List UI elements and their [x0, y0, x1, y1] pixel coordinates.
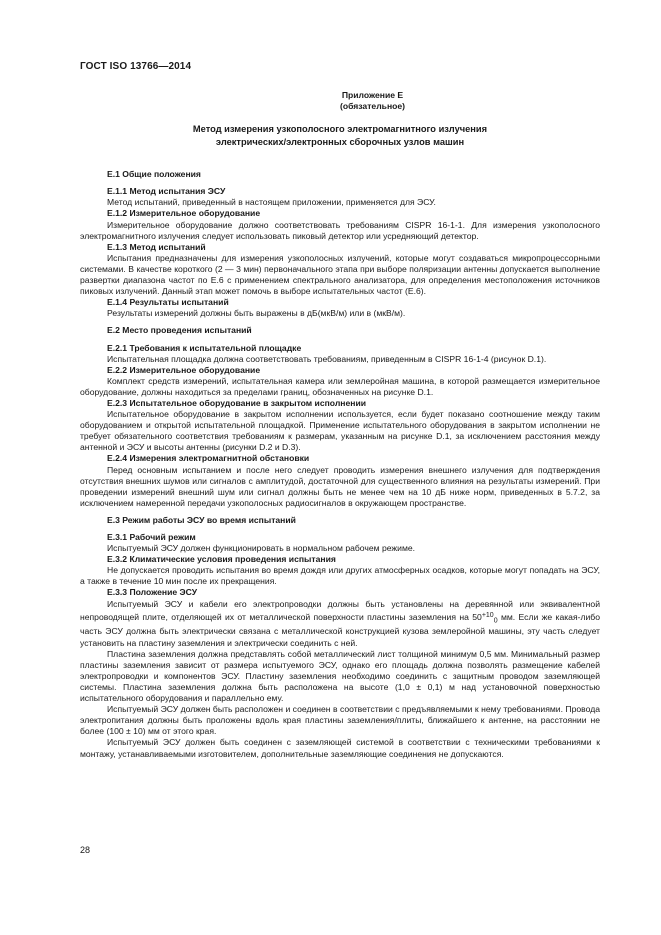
- tolerance-subscript: 0: [493, 617, 498, 625]
- paragraph: Испытуемый ЭСУ должен функционировать в нормальном рабочем режиме.: [107, 543, 416, 554]
- subsection-heading: Е.3.1 Рабочий режим: [107, 532, 196, 542]
- appendix-title-line2: электрических/электронных сборочных узлов машин: [215, 137, 465, 148]
- paragraph: [80, 599, 600, 649]
- paragraph-text: мм. Если же какая-либо часть ЭСУ должна быть электрически связана с металлической конструкцией кузова землеройной машины, эту часть следует установить на пластину заземления и электрически соединить с ней.: [80, 611, 600, 648]
- subsection-heading: Е.2.3 Испытательное оборудование в закрытом исполнении: [107, 397, 367, 408]
- subsection-heading: Е.1.3 Метод испытаний: [107, 241, 206, 252]
- appendix-title-line1: Метод измерения узкополосного электромагнитного излучения: [192, 124, 488, 135]
- subsection-heading: Е.1.2 Измерительное оборудование: [107, 208, 261, 219]
- section-heading: Е.3 Режим работы ЭСУ во время испытаний: [107, 514, 296, 525]
- paragraph: Измерительное оборудование должно соответствовать требованиям CISPR 16-1-1. Для измерения узкополосного электромагнитного излучения следует использовать пиковый детектор или усредняющий детектор.: [80, 219, 600, 241]
- tolerance-superscript: +10: [481, 611, 494, 619]
- paragraph: Комплект средств измерений, испытательная камера или землеройная машина, в которой размещается измерительное оборудование, должны находиться за пределами границ, обозначенных на рисунке D.1.: [80, 375, 600, 397]
- subsection-heading: Е.1.4 Результаты испытаний: [107, 297, 229, 308]
- paragraph: Испытательное оборудование в закрытом исполнении используется, если будет показано соотношение между таким оборудованием и открытой испытательной площадкой. Применение испытательного оборудования в закрытом исполнении не требует обязательного соответствия требованиям к размерам, указанным на рисунке D.1, за исключением расстояния между антенной и ЭСУ и высоты антенны (рисунки D.2 и D.3).: [80, 409, 600, 453]
- paragraph: Пластина заземления должна представлять собой металлический лист толщиной минимум 0,5 мм. Минимальный размер пластины заземления зависит от размера испытуемого ЭСУ, однако его площадь должна позволять размещение кабелей электропроводки и компонентов ЭСУ. Пластину заземления необходимо соединить с защитным проводом заземляющей системы. Пластина заземления должна быть расположена на высоте (1,0 ± 0,1) м над установочной поверхностью испытательного оборудования и параллельно ему.: [80, 648, 600, 704]
- subsection-heading: Е.3.3 Положение ЭСУ: [107, 587, 198, 598]
- page-number: 28: [80, 845, 91, 855]
- paragraph: Испытуемый ЭСУ должен быть расположен и соединен в соответствии с предъявляемыми к нему требованиями. Провода электропитания должны быть проложены вдоль края пластины заземления/плиты, ближайшего к антенне, на расстоянии не более (100 ± 10) мм от этого края.: [80, 704, 600, 737]
- subsection-heading: Е.2.4 Измерения электромагнитной обстановки: [107, 453, 310, 464]
- subsection-heading: Е.1.1 Метод испытания ЭСУ: [107, 186, 226, 197]
- appendix-status: (обязательное): [339, 101, 406, 112]
- paragraph: Не допускается проводить испытания во время дождя или других атмосферных осадков, которые могут попадать на ЭСУ, а также в течение 10 мин после их прекращения.: [80, 565, 600, 587]
- paragraph: Испытательная площадка должна соответствовать требованиям, приведенным в CISPR 16-1-4 (рисунок D.1).: [107, 353, 547, 364]
- subsection-heading: Е.3.2 Климатические условия проведения испытания: [107, 554, 336, 565]
- appendix-title: [80, 123, 600, 149]
- paragraph: Метод испытаний, приведенный в настоящем приложении, применяется для ЭСУ.: [107, 197, 436, 208]
- standard-header: ГОСТ ISO 13766—2014: [80, 61, 192, 72]
- document-body: [80, 90, 600, 760]
- subsection-heading: Е.2.1 Требования к испытательной площадке: [107, 342, 302, 353]
- section-heading: Е.2 Место проведения испытаний: [107, 325, 252, 336]
- section-heading: Е.1 Общие положения: [107, 169, 201, 180]
- paragraph: Испытания предназначены для измерения узкополосных излучений, которые могут создаваться микропроцессорными системами. В качестве короткого (2 — 3 мин) первоначального этапа при выборе поляризации антенны допускается выполнение развертки диапазона частот по Е.6 с применением спектрального анализатора, для определения местоположения источников пиковых излучений. Данный этап может помочь в выборе испытательных частот (Е.6).: [80, 252, 600, 297]
- paragraph: Результаты измерений должны быть выражены в дБ(мкВ/м) или в (мкВ/м).: [107, 308, 406, 319]
- paragraph: Перед основным испытанием и после него следует проводить измерения внешнего излучения для подтверждения отсутствия внешних шумов или сигналов с амплитудой, достаточной для существенного влияния на результаты измерений. При проведении измерений внешний шум или сигнал должны быть не менее чем на 10 дБ ниже норм, приведенных в 5.7.2, за исключением намеренной передачи узкополосных радиосигналов в окружающем пространстве.: [80, 464, 600, 508]
- subsection-heading: Е.2.2 Измерительное оборудование: [107, 364, 261, 375]
- paragraph-text: Испытуемый ЭСУ и кабели его электропроводки должны быть установлены на деревянной или эквивалентной непроводящей плите, отделяющей их от металлической поверхности пластины заземления на 50: [80, 598, 600, 622]
- paragraph: Испытуемый ЭСУ должен быть соединен с заземляющей системой в соответствии с техническими требованиями к монтажу, устанавливаемыми изготовителем, дополнительные заземляющие соединения не допускаются.: [80, 737, 600, 759]
- appendix-label: Приложение Е: [341, 90, 404, 100]
